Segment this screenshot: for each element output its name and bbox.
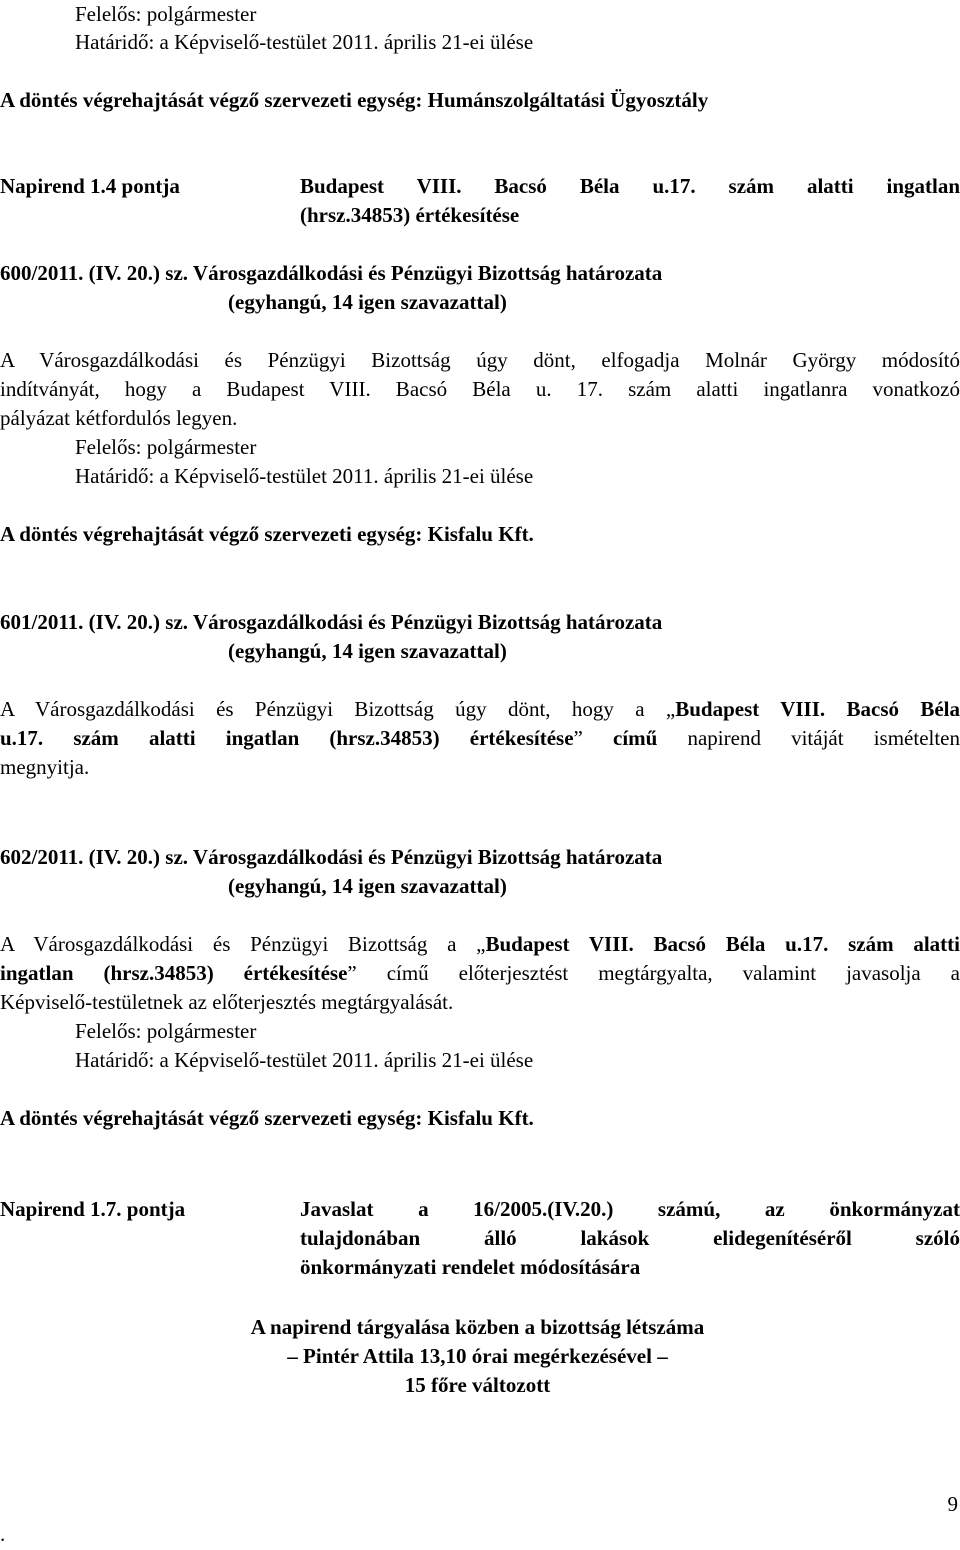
body-line: indítványát, hogy a Budapest VIII. Bacsó Béla u. 17. szám alatti ingatlanra vonatkozó — [0, 377, 960, 401]
vegrehajto-line: A döntés végrehajtását végző szervezeti egység: Humánszolgáltatási Ügyosztály — [0, 88, 709, 112]
body-line: Képviselő-testületnek az előterjesztés megtárgyalását. — [0, 990, 454, 1014]
body-line: A Városgazdálkodási és Pénzügyi Bizottság a „Budapest VIII. Bacsó Béla u.17. szám alatti — [0, 932, 960, 956]
hatarido-line: Határidő: a Képviselő-testület 2011. április 21-ei ülése — [75, 1048, 534, 1072]
napirend-title: tulajdonában álló lakások elidegenítéséről szóló — [300, 1226, 960, 1250]
vegrehajto-line: A döntés végrehajtását végző szervezeti egység: Kisfalu Kft. — [0, 1106, 534, 1130]
hatarido-line: Határidő: a Képviselő-testület 2011. április 21-ei ülése — [75, 464, 534, 488]
resolution-number: 600/2011. (IV. 20.) sz. Városgazdálkodási és Pénzügyi Bizottság határozata — [0, 261, 663, 285]
letszam-line: A napirend tárgyalása közben a bizottság létszáma — [250, 1315, 705, 1339]
body-line: A Városgazdálkodási és Pénzügyi Bizottság úgy dönt, elfogadja Molnár György módosító — [0, 348, 960, 372]
napirend-label: Napirend 1.7. pontja — [0, 1197, 186, 1221]
body-line: megnyitja. — [0, 755, 90, 779]
vote-line: (egyhangú, 14 igen szavazattal) — [228, 639, 507, 663]
page-number: 9 — [947, 1492, 958, 1516]
napirend-label: Napirend 1.4 pontja — [0, 174, 180, 198]
felelos-line: Felelős: polgármester — [75, 435, 257, 459]
vegrehajto-line: A döntés végrehajtását végző szervezeti egység: Kisfalu Kft. — [0, 522, 534, 546]
napirend-title: önkormányzati rendelet módosítására — [300, 1255, 641, 1279]
felelos-line: Felelős: polgármester — [75, 1019, 257, 1043]
resolution-number: 602/2011. (IV. 20.) sz. Városgazdálkodási és Pénzügyi Bizottság határozata — [0, 845, 663, 869]
body-line: pályázat kétfordulós legyen. — [0, 406, 238, 430]
footer-dot: . — [0, 1522, 6, 1546]
felelos-line: Felelős: polgármester — [75, 2, 257, 26]
napirend-title-line2: (hrsz.34853) értékesítése — [300, 203, 520, 227]
letszam-line: – Pintér Attila 13,10 órai megérkezésével – — [287, 1344, 668, 1368]
resolution-number: 601/2011. (IV. 20.) sz. Városgazdálkodási és Pénzügyi Bizottság határozata — [0, 610, 663, 634]
hatarido-line: Határidő: a Képviselő-testület 2011. április 21-ei ülése — [75, 30, 534, 54]
vote-line: (egyhangú, 14 igen szavazattal) — [228, 874, 507, 898]
letszam-line: 15 főre változott — [404, 1373, 551, 1397]
napirend-title: Budapest VIII. Bacsó Béla u.17. szám alatti ingatlan — [300, 174, 960, 198]
body-line: ingatlan (hrsz.34853) értékesítése” című előterjesztést megtárgyalta, valamint javasolja a — [0, 961, 960, 985]
napirend-title: Javaslat a 16/2005.(IV.20.) számú, az önkormányzat — [300, 1197, 960, 1221]
body-line: A Városgazdálkodási és Pénzügyi Bizottság úgy dönt, hogy a „Budapest VIII. Bacsó Béla — [0, 697, 960, 721]
body-line: u.17. szám alatti ingatlan (hrsz.34853) értékesítése” című napirend vitáját ismételten — [0, 726, 960, 750]
vote-line: (egyhangú, 14 igen szavazattal) — [228, 290, 507, 314]
